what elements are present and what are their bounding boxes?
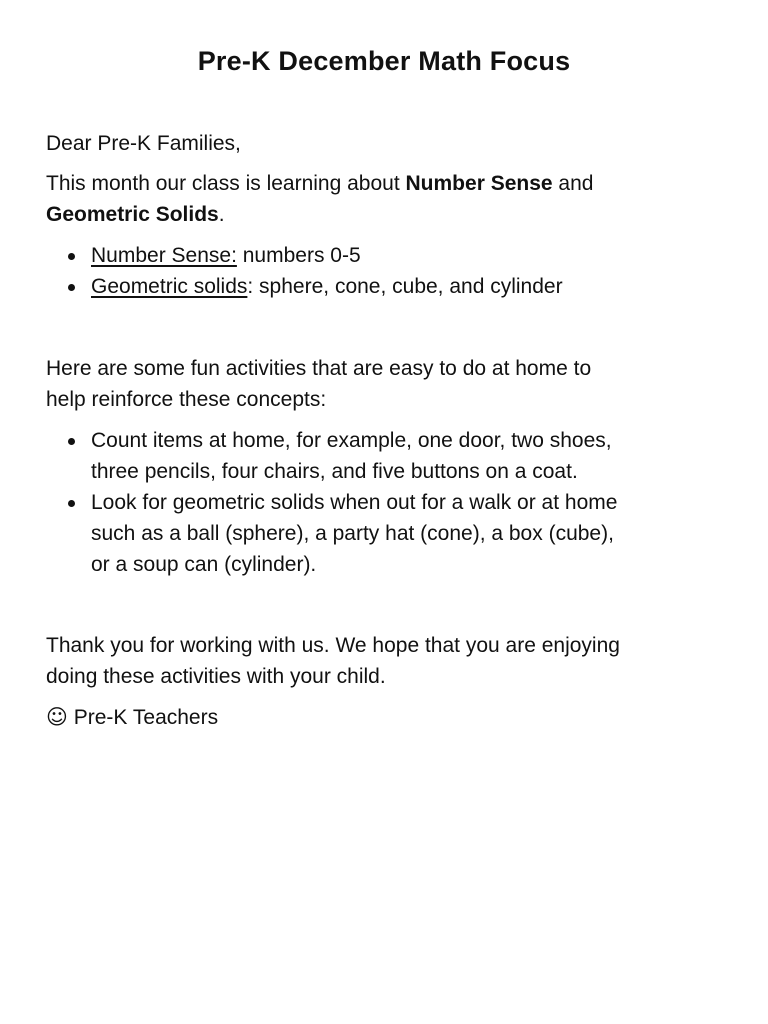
focus-label-number-sense: Number Sense: (91, 244, 237, 267)
intro-suffix: . (218, 203, 225, 226)
greeting: Dear Pre-K Families, (46, 132, 241, 155)
bullet-icon (68, 253, 75, 260)
focus-text-geometric-solids: : sphere, cone, cube, and cylinder (247, 275, 563, 298)
activity-1-line-1: Count items at home, for example, one door, two shoes, (91, 429, 612, 452)
signature (46, 702, 726, 733)
intro-middle: and (552, 172, 594, 195)
focus-text-number-sense: numbers 0-5 (236, 244, 361, 267)
bullet-icon (68, 284, 75, 291)
activity-1-line-2: three pencils, four chairs, and five buttons on a coat. (91, 460, 578, 483)
intro-prefix: This month our class is learning about (46, 172, 406, 195)
activities-intro (46, 353, 726, 415)
bullet-icon (68, 438, 75, 445)
page-title: Pre-K December Math Focus (197, 46, 571, 76)
closing-line-2: doing these activities with your child. (46, 665, 386, 688)
smiley-face-icon: ☺ (46, 705, 68, 729)
list-item (46, 240, 726, 271)
bullet-icon (68, 500, 75, 507)
list-item (46, 425, 726, 487)
focus-list (46, 240, 726, 302)
list-item (46, 271, 726, 302)
intro-geometric-solids: Geometric Solids (46, 203, 219, 226)
activities-intro-line-2: help reinforce these concepts: (46, 388, 327, 411)
activity-2-line-2: such as a ball (sphere), a party hat (cone), a box (cube), (91, 522, 614, 545)
intro-paragraph (46, 168, 726, 230)
closing-line-1: Thank you for working with us. We hope that you are enjoying (46, 634, 620, 657)
activities-list (46, 425, 726, 580)
list-item (46, 487, 726, 580)
activities-intro-line-1: Here are some fun activities that are easy to do at home to (46, 357, 592, 380)
signature-text: Pre-K Teachers (73, 706, 219, 729)
activity-2-line-3: or a soup can (cylinder). (91, 553, 317, 576)
focus-label-geometric-solids: Geometric solids (91, 275, 248, 298)
activity-2-line-1: Look for geometric solids when out for a walk or at home (91, 491, 618, 514)
intro-number-sense: Number Sense (405, 172, 553, 195)
closing-paragraph (46, 630, 726, 692)
